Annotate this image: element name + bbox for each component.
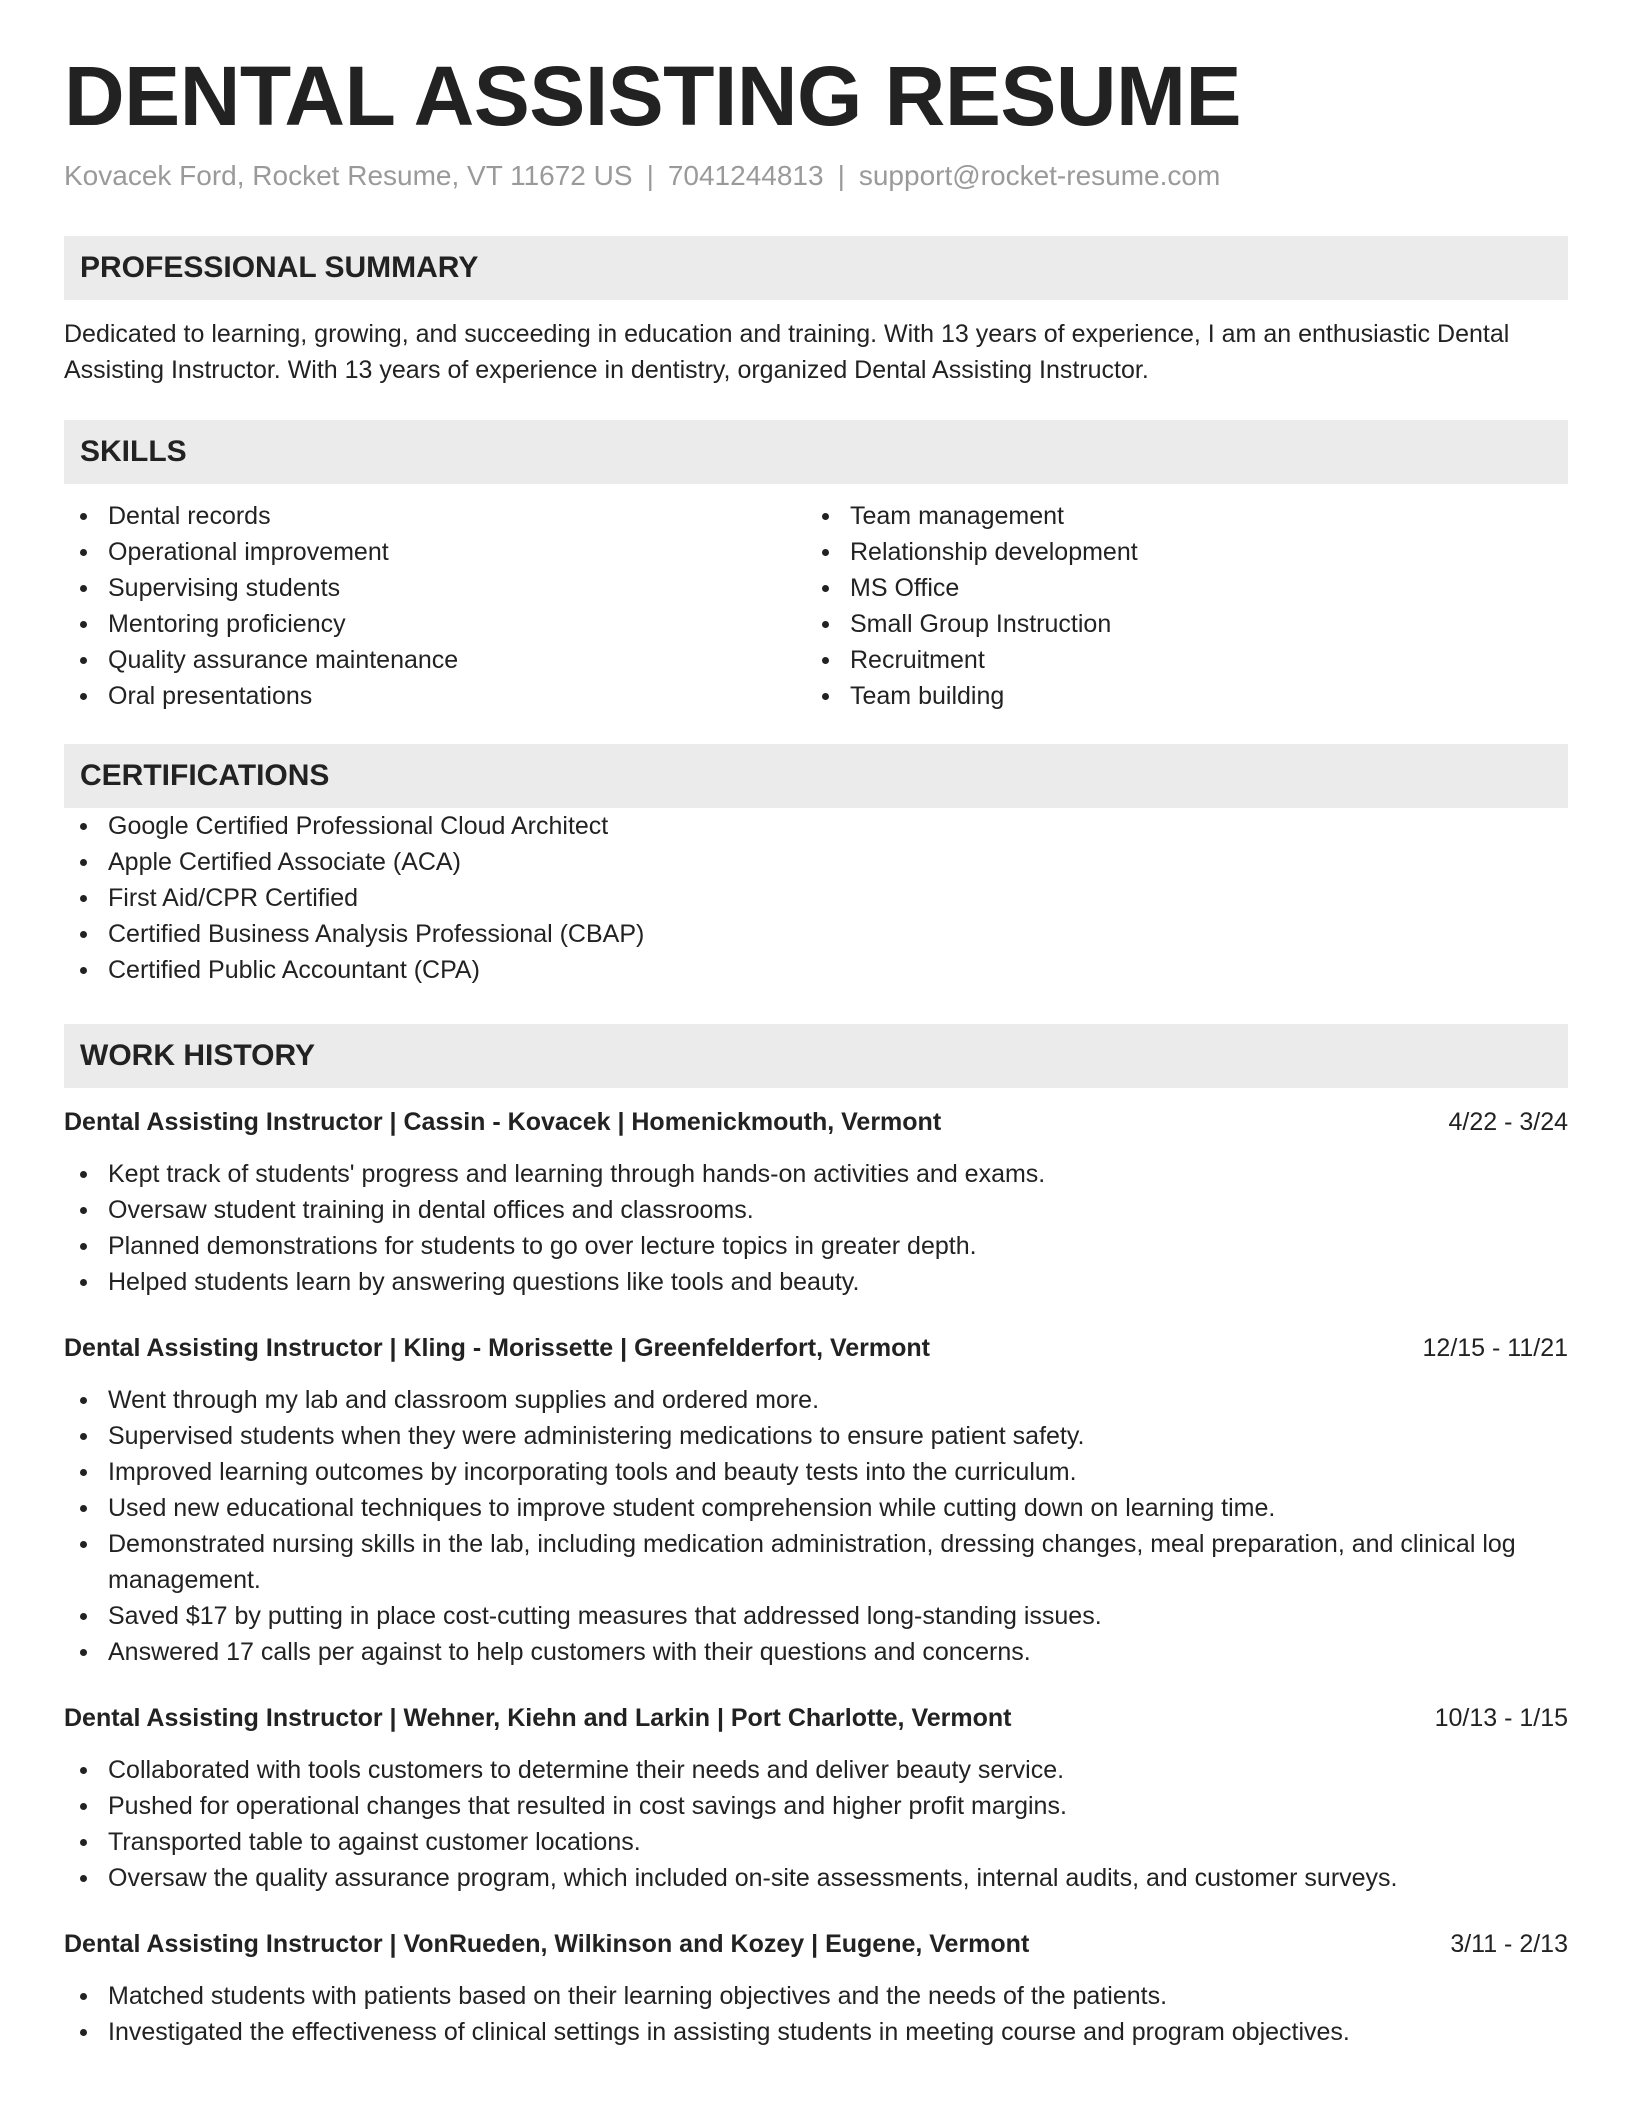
job-bullet: Saved $17 by putting in place cost-cutting measures that addressed long-standing issues.: [64, 1598, 1568, 1634]
job-bullets: [64, 1156, 1568, 1300]
job-bullet: Planned demonstrations for students to go over lecture topics in greater depth.: [64, 1228, 1568, 1264]
skill-item: Team management: [806, 498, 1548, 534]
contact-address: Kovacek Ford, Rocket Resume, VT 11672 US: [64, 160, 633, 191]
contact-email[interactable]: support@rocket-resume.com: [858, 160, 1221, 191]
job-title: Dental Assisting Instructor | Kling - Morissette | Greenfelderfort, Vermont: [64, 1334, 930, 1362]
job-dates: 10/13 - 1/15: [1434, 1704, 1568, 1732]
job-entry: [64, 1700, 1568, 1896]
skill-item: Mentoring proficiency: [64, 606, 806, 642]
skills-list-right: [806, 498, 1548, 714]
certification-item: Google Certified Professional Cloud Architect: [64, 808, 1568, 844]
job-bullet: Went through my lab and classroom supplies and ordered more.: [64, 1382, 1568, 1418]
job-dates: 12/15 - 11/21: [1422, 1334, 1568, 1362]
skills-list-left: [64, 498, 806, 714]
job-bullet: Pushed for operational changes that resulted in cost savings and higher profit margins.: [64, 1788, 1568, 1824]
certifications-heading: CERTIFICATIONS: [64, 744, 1568, 808]
resume-title: DENTAL ASSISTING RESUME: [64, 49, 1242, 143]
certification-item: Apple Certified Associate (ACA): [64, 844, 1568, 880]
job-bullet: Oversaw student training in dental offices and classrooms.: [64, 1192, 1568, 1228]
job-title: Dental Assisting Instructor | VonRueden, Wilkinson and Kozey | Eugene, Vermont: [64, 1930, 1030, 1958]
job-bullet: Transported table to against customer locations.: [64, 1824, 1568, 1860]
job-dates: 4/22 - 3/24: [1448, 1108, 1568, 1136]
contact-line: [64, 156, 1568, 196]
job-bullet: Demonstrated nursing skills in the lab, including medication administration, dressing changes, meal preparation, and clinical log management.: [64, 1526, 1568, 1598]
job-entry: [64, 1330, 1568, 1670]
job-bullet: Helped students learn by answering questions like tools and beauty.: [64, 1264, 1568, 1300]
job-bullet: Supervised students when they were administering medications to ensure patient safety.: [64, 1418, 1568, 1454]
contact-separator: |: [646, 160, 654, 191]
skill-item: Relationship development: [806, 534, 1548, 570]
skill-item: MS Office: [806, 570, 1548, 606]
job-dates: 3/11 - 2/13: [1450, 1930, 1568, 1958]
skills-heading: SKILLS: [64, 420, 1568, 484]
certification-item: First Aid/CPR Certified: [64, 880, 1568, 916]
job-entry: [64, 1104, 1568, 1300]
skill-item: Quality assurance maintenance: [64, 642, 806, 678]
skill-item: Operational improvement: [64, 534, 806, 570]
work-history-heading: WORK HISTORY: [64, 1024, 1568, 1088]
job-bullet: Investigated the effectiveness of clinical settings in assisting students in meeting course and program objectives.: [64, 2014, 1568, 2050]
job-header: [64, 1700, 1568, 1736]
job-bullet: Oversaw the quality assurance program, which included on-site assessments, internal audits, and customer surveys.: [64, 1860, 1568, 1896]
contact-phone: 7041244813: [667, 160, 824, 191]
job-bullets: [64, 1382, 1568, 1670]
job-bullets: [64, 1978, 1568, 2050]
skill-item: Oral presentations: [64, 678, 806, 714]
job-bullet: Collaborated with tools customers to determine their needs and deliver beauty service.: [64, 1752, 1568, 1788]
job-title: Dental Assisting Instructor | Wehner, Kiehn and Larkin | Port Charlotte, Vermont: [64, 1704, 1012, 1732]
job-bullet: Answered 17 calls per against to help customers with their questions and concerns.: [64, 1634, 1568, 1670]
skill-item: Small Group Instruction: [806, 606, 1548, 642]
certification-item: Certified Public Accountant (CPA): [64, 952, 1568, 988]
skill-item: Supervising students: [64, 570, 806, 606]
summary-heading: PROFESSIONAL SUMMARY: [64, 236, 1568, 300]
job-entry: [64, 1926, 1568, 2050]
skills-column-right: [806, 498, 1548, 714]
summary-text: Dedicated to learning, growing, and succeeding in education and training. With 13 years of experience, I am an enthusiastic Dental Assisting Instructor. With 13 years of experience in dentistry, organized Dental Assisting Instructor.: [64, 320, 1510, 384]
skill-item: Team building: [806, 678, 1548, 714]
job-header: [64, 1104, 1568, 1140]
contact-separator: |: [837, 160, 845, 191]
job-title: Dental Assisting Instructor | Cassin - Kovacek | Homenickmouth, Vermont: [64, 1108, 942, 1136]
job-bullet: Improved learning outcomes by incorporating tools and beauty tests into the curriculum.: [64, 1454, 1568, 1490]
job-bullets: [64, 1752, 1568, 1896]
job-header: [64, 1330, 1568, 1366]
job-header: [64, 1926, 1568, 1962]
skill-item: Dental records: [64, 498, 806, 534]
job-bullet: Matched students with patients based on their learning objectives and the needs of the patients.: [64, 1978, 1568, 2014]
skill-item: Recruitment: [806, 642, 1548, 678]
skills-column-left: [64, 498, 806, 714]
certifications-list: [64, 808, 1568, 988]
skills-grid: [64, 498, 1568, 714]
job-bullet: Kept track of students' progress and learning through hands-on activities and exams.: [64, 1156, 1568, 1192]
certification-item: Certified Business Analysis Professional (CBAP): [64, 916, 1568, 952]
job-bullet: Used new educational techniques to improve student comprehension while cutting down on learning time.: [64, 1490, 1568, 1526]
